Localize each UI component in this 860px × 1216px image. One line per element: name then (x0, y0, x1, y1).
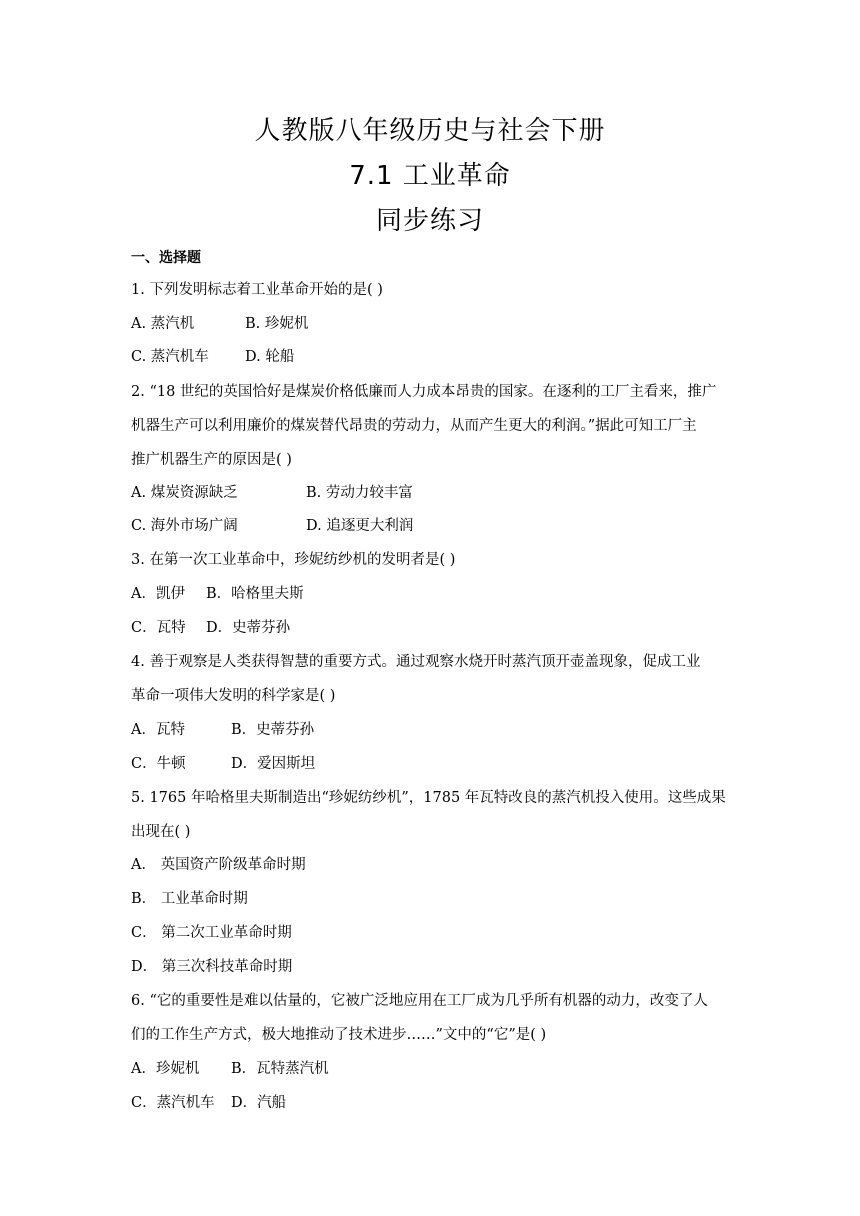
question-5-option-c: C． 第二次工业革命时期 (131, 925, 292, 941)
question-3-option-a: A．凯伊 (131, 586, 185, 602)
question-3-text: 3. 在第一次工业革命中，珍妮纺纱机的发明者是( ) (131, 552, 456, 568)
question-2-text-line-1: 2. “18 世纪的英国恰好是煤炭价格低廉而人力成本昂贵的国家。在逐利的工厂主看来，推广 (131, 384, 717, 400)
question-1-text: 1. 下列发明标志着工业革命开始的是( ) (131, 282, 383, 298)
question-2-text-line-3: 推广机器生产的原因是( ) (131, 452, 292, 468)
question-3-option-c: C．瓦特 (131, 620, 186, 636)
question-4-option-b: B．史蒂芬孙 (231, 722, 315, 738)
document-subtitle: 7.1 工业革命 (349, 161, 511, 191)
question-5-option-a: A． 英国资产阶级革命时期 (131, 857, 306, 873)
question-3-option-d: D．史蒂芬孙 (206, 620, 291, 636)
question-1-option-b: B. 珍妮机 (245, 316, 309, 332)
section-heading: 一、选择题 (131, 250, 201, 266)
question-2-option-a: A. 煤炭资源缺乏 (131, 485, 238, 501)
question-4-text-line-2: 革命一项伟大发明的科学家是( ) (131, 688, 336, 704)
question-5-option-d: D． 第三次科技革命时期 (131, 959, 293, 975)
document-title: 人教版八年级历史与社会下册 (254, 116, 606, 146)
question-6-text-line-2: 们的工作生产方式，极大地推动了技术进步……”文中的“它”是( ) (131, 1027, 547, 1043)
question-3-option-b: B．哈格里夫斯 (206, 586, 304, 602)
question-5-text-line-2: 出现在( ) (131, 824, 191, 840)
question-2-option-d: D. 追逐更大利润 (306, 518, 414, 534)
question-4-text-line-1: 4. 善于观察是人类获得智慧的重要方式。通过观察水烧开时蒸汽顶开壶盖现象，促成工业 (131, 654, 701, 670)
document-subtitle-2: 同步练习 (375, 206, 484, 236)
question-2-option-c: C. 海外市场广阔 (131, 518, 238, 534)
question-1-option-d: D. 轮船 (245, 349, 295, 365)
question-6-option-d: D．汽船 (231, 1095, 287, 1111)
question-6-text-line-1: 6. “它的重要性是难以估量的，它被广泛地应用在工厂成为几乎所有机器的动力，改变了人 (131, 993, 708, 1009)
question-6-option-b: B．瓦特蒸汽机 (231, 1061, 329, 1077)
question-1-option-c: C. 蒸汽机车 (131, 349, 209, 365)
question-1-option-a: A. 蒸汽机 (131, 316, 195, 332)
question-4-option-d: D．爱因斯坦 (231, 756, 316, 772)
question-6-option-c: C．蒸汽机车 (131, 1095, 215, 1111)
question-2-option-b: B. 劳动力较丰富 (306, 485, 413, 501)
question-5-option-b: B． 工业革命时期 (131, 891, 248, 907)
question-2-text-line-2: 机器生产可以利用廉价的煤炭替代昂贵的劳动力，从而产生更大的利润。”据此可知工厂主 (131, 418, 697, 434)
question-5-text-line-1: 5. 1765 年哈格里夫斯制造出“珍妮纺纱机”，1785 年瓦特改良的蒸汽机投入使用。这些成果 (131, 790, 726, 806)
question-4-option-c: C．牛顿 (131, 756, 186, 772)
question-4-option-a: A．瓦特 (131, 722, 185, 738)
question-6-option-a: A．珍妮机 (131, 1061, 200, 1077)
